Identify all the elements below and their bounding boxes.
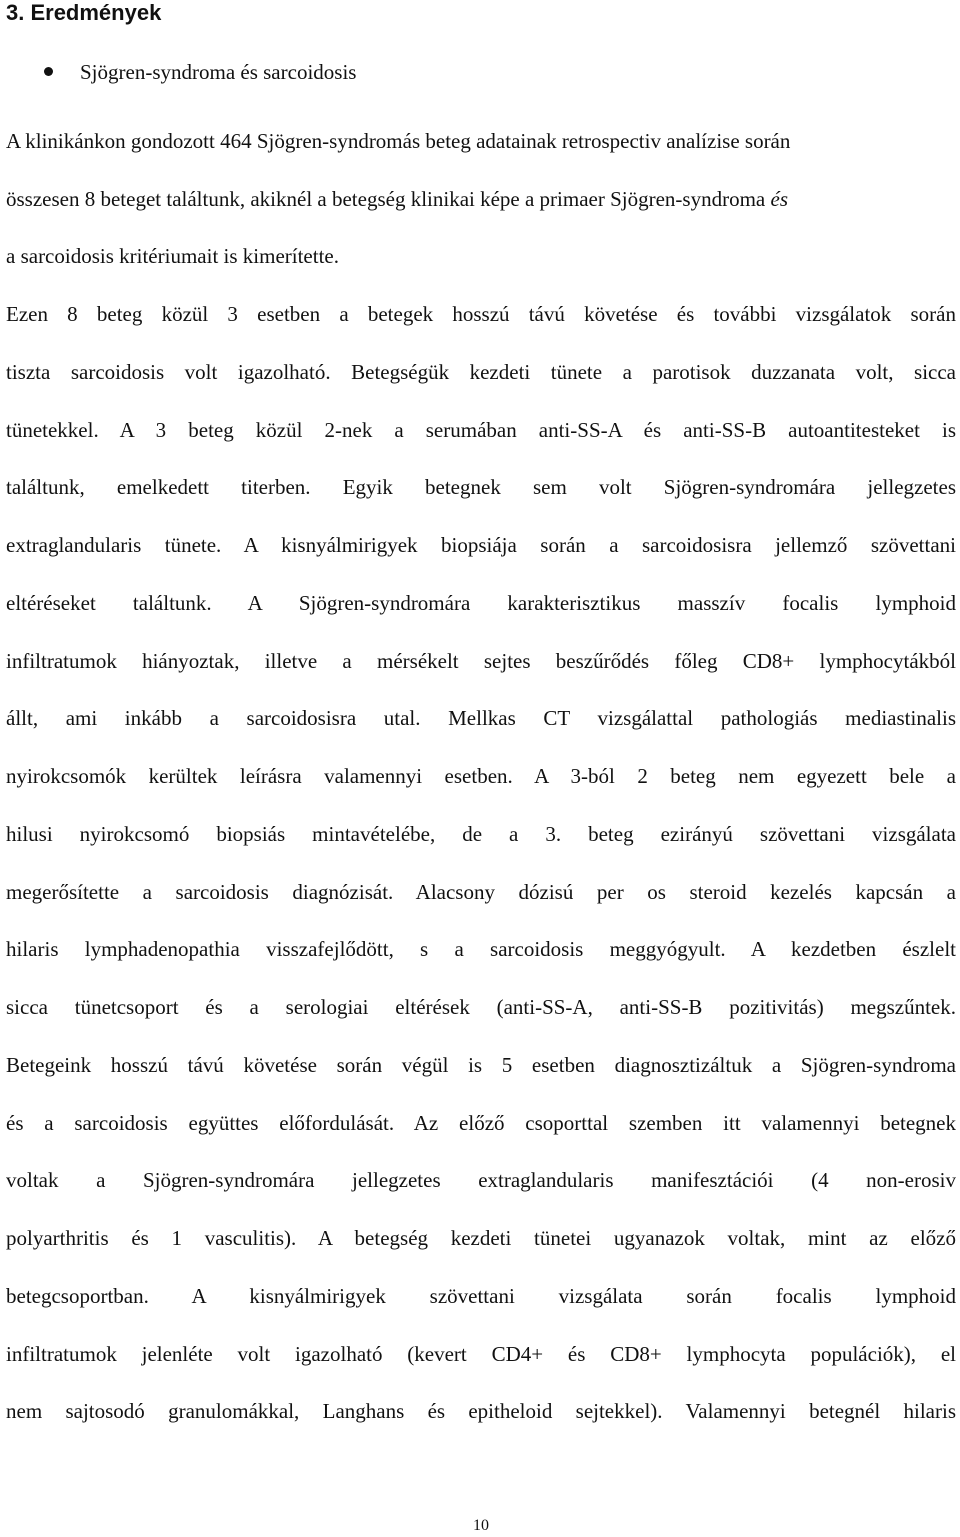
paragraph-line: nem sajtosodó granulomákkal, Langhans és epitheloid sejtekkel). Valamennyi betegnél hilaris <box>6 1399 956 1424</box>
emphasis: és <box>770 186 789 211</box>
paragraph-line: tünetekkel. A 3 beteg közül 2-nek a serumában anti-SS-A és anti-SS-B autoantitesteket is <box>6 417 956 442</box>
paragraph-line: polyarthritis és 1 vasculitis). A betegség kezdeti tünetei ugyanazok voltak, mint az előző <box>6 1226 956 1250</box>
paragraph-line: infiltratumok hiányoztak, illetve a mérsékelt sejtes beszűrődés főleg CD8+ lymphocytákból <box>6 648 956 673</box>
paragraph-line: infiltratumok jelenléte volt igazolható (kevert CD4+ és CD8+ lymphocyta populációk), el <box>6 1341 956 1366</box>
bullet-dot-icon <box>44 67 53 76</box>
page-number: 10 <box>473 1517 489 1534</box>
paragraph-line: hilaris lymphadenopathia visszafejlődött, s a sarcoidosis meggyógyult. A kezdetben észlelt <box>6 937 956 962</box>
paragraph-line: A klinikánkon gondozott 464 Sjögren-syndromás beteg adatainak retrospectiv analízise során <box>6 129 791 153</box>
section-heading: 3. Eredmények <box>6 0 162 25</box>
paragraph-line: megerősítette a sarcoidosis diagnózisát. Alacsony dózisú per os steroid kezelés kapcsán a <box>6 879 956 904</box>
paragraph-line: eltéréseket találtunk. A Sjögren-syndromára karakterisztikus masszív focalis lymphoid <box>6 590 956 615</box>
paragraph-line: Betegeink hosszú távú követése során végül is 5 esetben diagnosztizáltuk a Sjögren-syndroma <box>6 1052 956 1077</box>
paragraph-line: voltak a Sjögren-syndromára jellegzetes extraglandularis manifesztációi (4 non-erosiv <box>6 1168 956 1193</box>
paragraph-line: állt, ami inkább a sarcoidosisra utal. Mellkas CT vizsgálattal pathologiás mediastinalis <box>6 706 956 731</box>
paragraph-line <box>6 171 956 229</box>
paragraph-line: és a sarcoidosis együttes előfordulását. Az előző csoporttal szemben itt valamennyi betegnek <box>6 1110 956 1135</box>
paragraph-line: Ezen 8 beteg közül 3 esetben a betegek hosszú távú követése és további vizsgálatok során <box>6 302 956 326</box>
paragraph-line: nyirokcsomók kerültek leírásra valamennyi esetben. A 3-ból 2 beteg nem egyezett bele a <box>6 764 956 788</box>
paragraph-line: tiszta sarcoidosis volt igazolható. Betegségük kezdeti tünete a parotisok duzzanata volt, sicca <box>6 359 956 384</box>
line-text: összesen 8 beteget találtunk, akiknél a betegség klinikai képe a primaer Sjögren-syndroma és <box>6 186 789 211</box>
paragraph-line: a sarcoidosis kritériumait is kimerítette. <box>6 244 339 268</box>
paragraph-line: betegcsoportban. A kisnyálmirigyek szövettani vizsgálata során focalis lymphoid <box>6 1283 956 1308</box>
paragraph-line: hilusi nyirokcsomó biopsiás mintavételébe, de a 3. beteg ezirányú szövettani vizsgálata <box>6 821 956 846</box>
paragraph-line: extraglandularis tünete. A kisnyálmirigyek biopsiája során a sarcoidosisra jellemző szövettani <box>6 533 956 557</box>
paragraph-results <box>6 286 956 1441</box>
bullet-label: Sjögren-syndroma és sarcoidosis <box>80 60 357 84</box>
paragraph-line: találtunk, emelkedett titerben. Egyik betegnek sem volt Sjögren-syndromára jellegzetes <box>6 475 956 500</box>
paragraph-intro <box>6 113 956 286</box>
paragraph-line: sicca tünetcsoport és a serologiai eltérések (anti-SS-A, anti-SS-B pozitivitás) megszűntek. <box>6 995 956 1019</box>
